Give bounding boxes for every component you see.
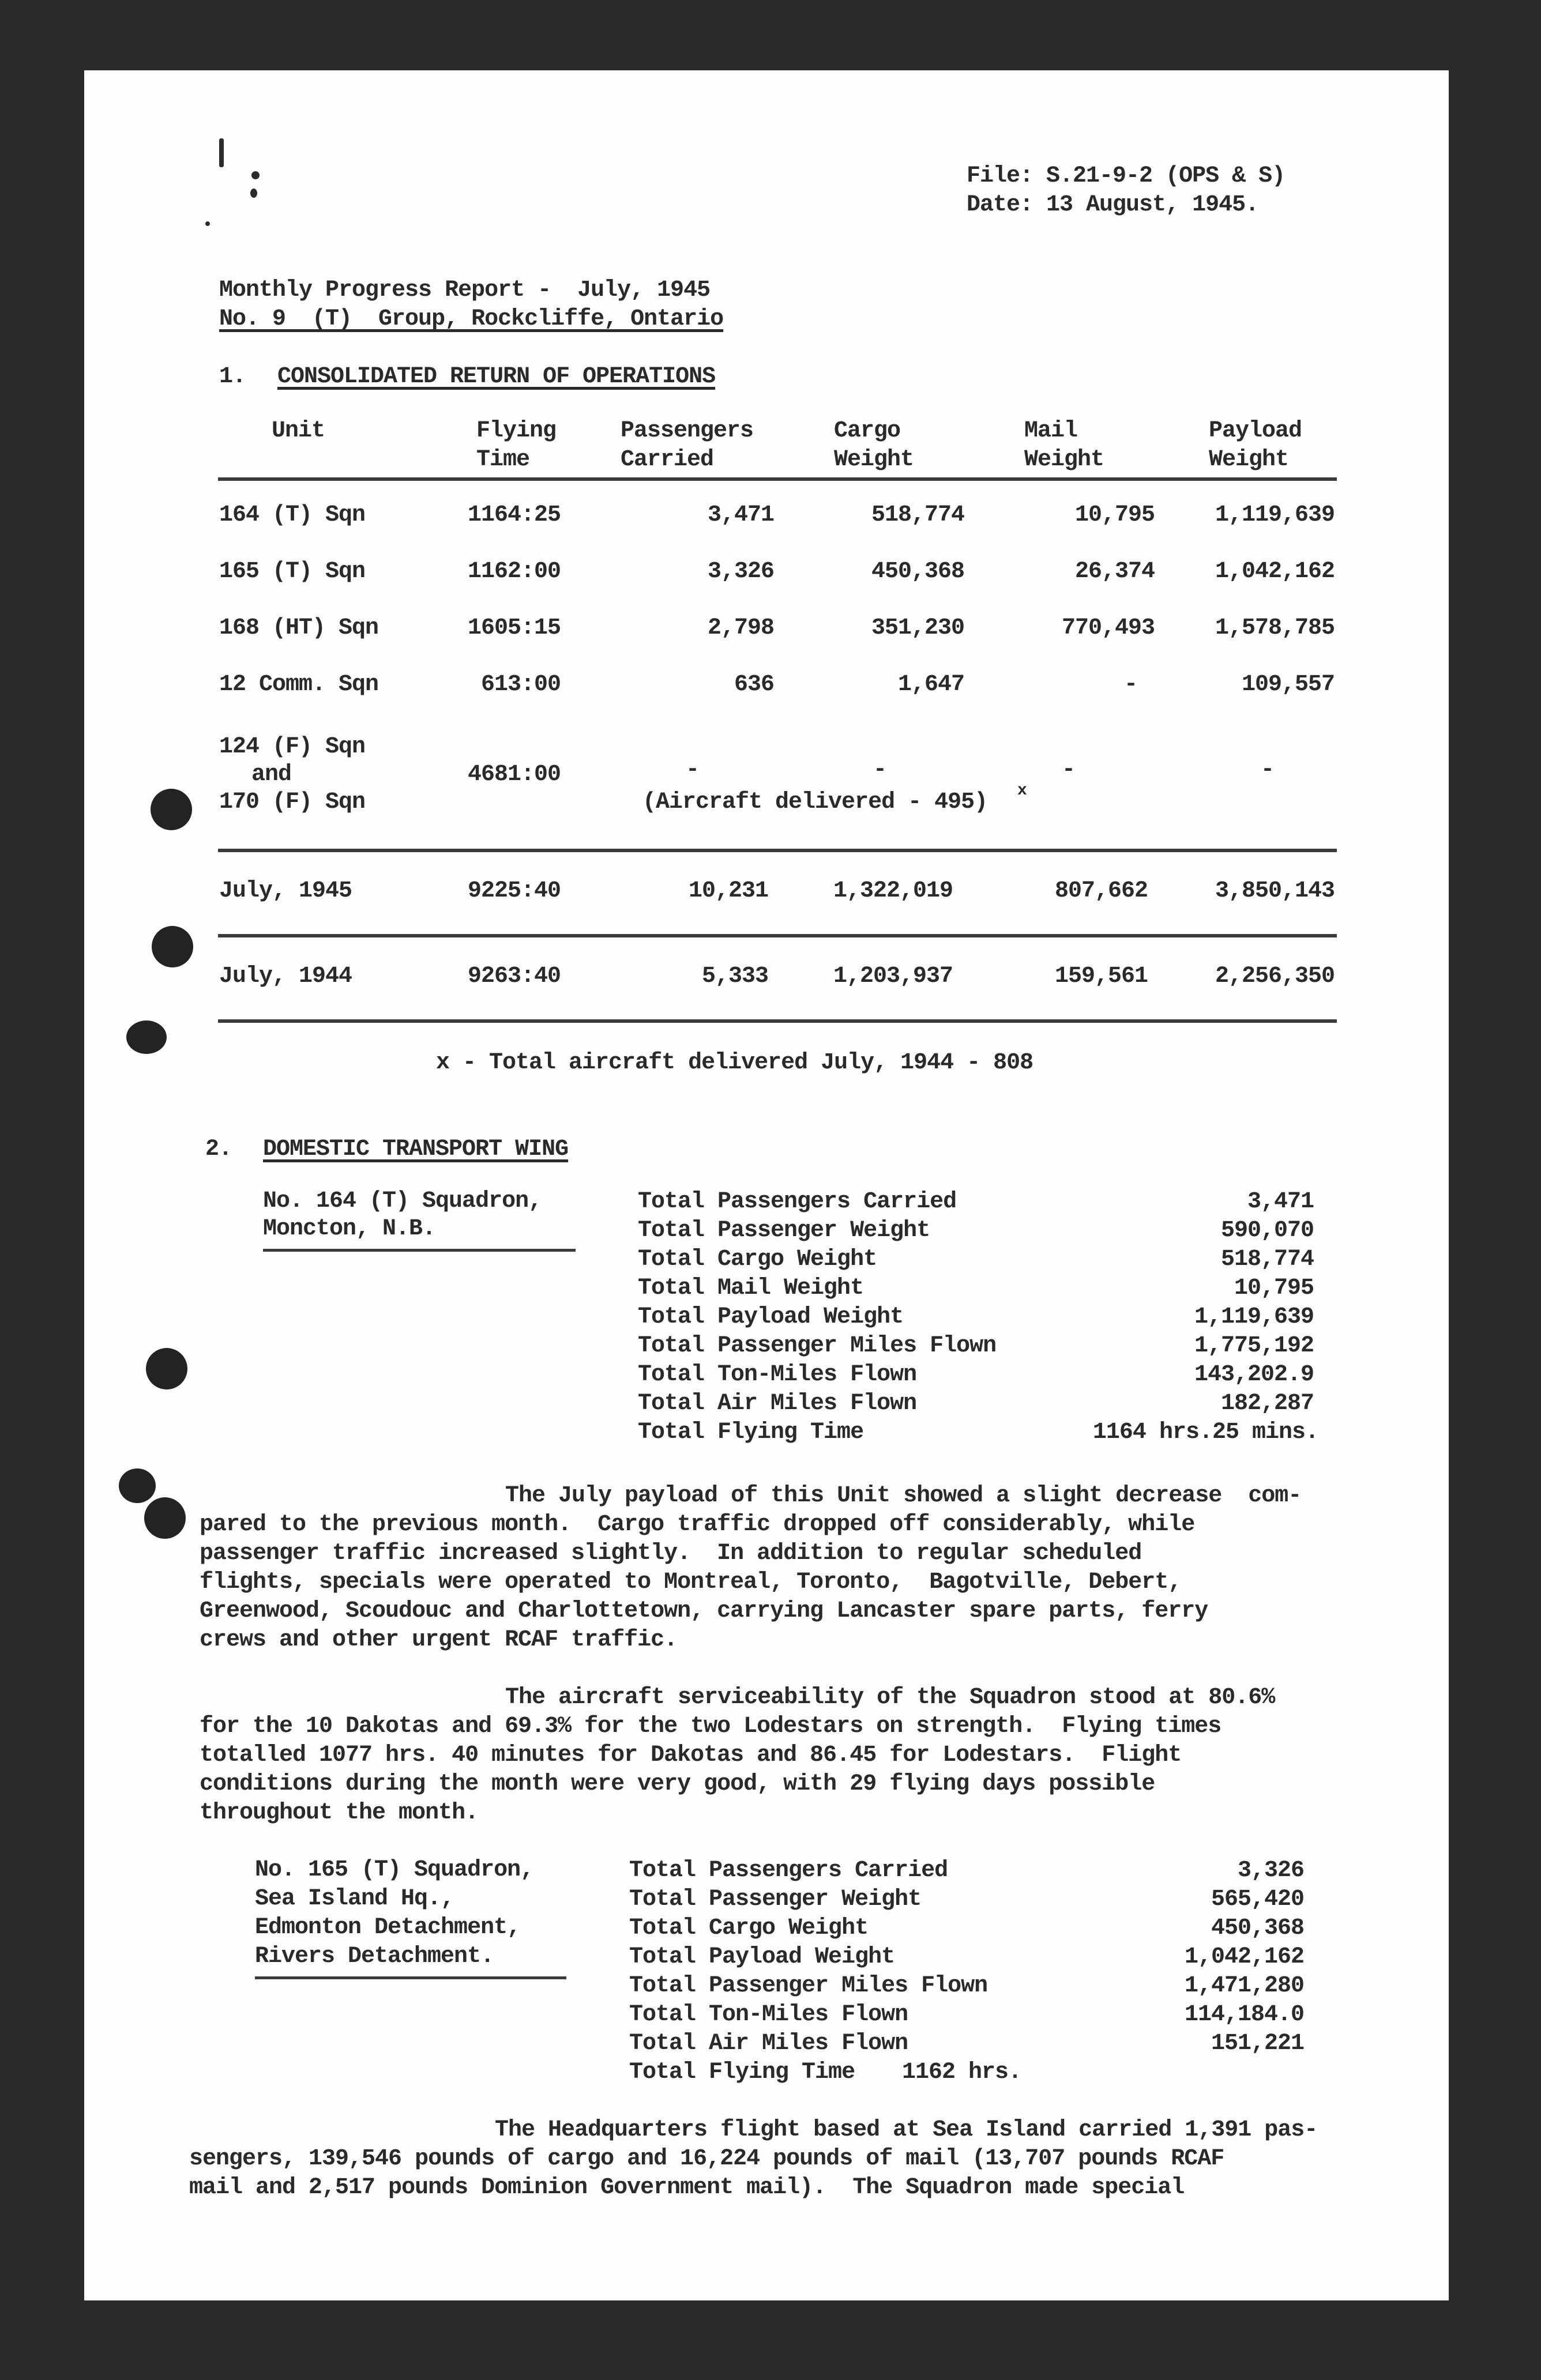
stat-value: 1,042,162 [1184,1944,1304,1970]
table-row [84,671,1449,699]
column-header-payload: Payload [1209,418,1302,444]
stat-label: Total Cargo Weight [638,1247,877,1272]
column-header-mail-2: Weight [1024,447,1104,473]
cell-payload: 1,119,639 [1215,502,1335,528]
stat-value: 182,287 [1220,1391,1314,1417]
squadron-location-line: Sea Island Hq., [255,1886,454,1912]
cell-payload: 1,042,162 [1215,559,1335,585]
cell-flying-time: 613:00 [480,672,561,698]
section-number: 2. [205,1136,232,1162]
cell-passengers: 3,326 [707,559,774,585]
paragraph-line: throughout the month. [200,1800,479,1826]
stat-label: Total Passenger Miles Flown [629,1973,988,1999]
cell-flying-time: 9263:40 [467,963,561,989]
stat-label: Total Cargo Weight [629,1915,869,1941]
aircraft-delivered-note: (Aircraft delivered - 495) [642,789,988,815]
scan-mark [205,221,210,226]
paragraph-line: for the 10 Dakotas and 69.3% for the two Lodestars on strength. Flying times [200,1714,1221,1739]
stat-label: Total Passengers Carried [638,1189,957,1215]
column-header-flying-time-2: Time [476,447,530,473]
squadron-164-paragraph-2 [200,1684,1365,1828]
stat-row [638,1217,1314,1245]
cell-cargo: 351,230 [871,615,964,641]
cell-flying-time: 1164:25 [467,502,561,528]
cell-unit: 124 (F) Sqn [219,734,366,760]
cell-cargo: 1,203,937 [833,963,953,989]
stat-row [629,1914,1304,1943]
cell-payload: - [1261,757,1275,783]
report-title: Monthly Progress Report - July, 1945 [219,277,711,303]
scan-mark [219,138,224,167]
cell-unit-and: and [251,762,292,788]
stat-label: Total Passenger Miles Flown [638,1333,997,1359]
cell-mail: 770,493 [1061,615,1155,641]
paragraph-line: Greenwood, Scoudouc and Charlottetown, carrying Lancaster spare parts, ferry [200,1598,1208,1624]
cell-payload: 3,850,143 [1215,878,1335,904]
cell-flying-time: 1162:00 [467,559,561,585]
stat-value: 3,326 [1237,1858,1304,1884]
scan-mark [251,171,260,179]
stat-row [629,1856,1304,1885]
stat-row [638,1188,1314,1217]
table-row [84,558,1449,586]
stat-row [629,2058,1021,2087]
cell-cargo: 450,368 [871,559,964,585]
stat-row [638,1389,1314,1418]
column-header-passengers: Passengers [621,418,754,444]
stat-value: 114,184.0 [1184,2002,1304,2028]
report-subtitle: No. 9 (T) Group, Rockcliffe, Ontario [219,306,724,332]
stat-value: 151,221 [1211,2031,1304,2057]
cell-passengers: 636 [734,672,774,698]
section-heading: DOMESTIC TRANSPORT WING [263,1136,569,1162]
column-header-cargo: Cargo [834,418,901,444]
cell-flying-time: 9225:40 [467,878,561,904]
totals-rule-bottom [218,1019,1337,1023]
paragraph-line: conditions during the month were very good, with 29 flying days possible [200,1771,1155,1797]
column-header-payload-2: Weight [1209,447,1289,473]
stat-value: 1,775,192 [1194,1333,1314,1359]
cell-cargo: 1,322,019 [833,878,953,904]
hole-punch-icon [146,1348,187,1389]
paragraph-line: mail and 2,517 pounds Dominion Government mail). The Squadron made special [189,2175,1185,2201]
cell-cargo: 518,774 [871,502,964,528]
footnote-marker: x [1017,782,1027,800]
cell-mail: 10,795 [1074,502,1155,528]
table-header-rule [218,477,1337,481]
stat-value: 1,119,639 [1194,1304,1314,1330]
stat-label: Total Air Miles Flown [638,1391,917,1417]
stat-value: 565,420 [1211,1886,1304,1912]
cell-unit-2: 170 (F) Sqn [219,789,366,815]
stat-row [638,1245,1314,1274]
paragraph-line: crews and other urgent RCAF traffic. [200,1627,678,1653]
squadron-name-rule [263,1249,576,1252]
paragraph-line: pared to the previous month. Cargo traffic dropped off considerably, while [200,1512,1195,1538]
document-date: Date: 13 August, 1945. [967,192,1259,218]
squadron-name-line: No. 164 (T) Squadron, [263,1188,542,1214]
column-header-unit: Unit [272,418,325,444]
stat-row [629,1943,1304,1972]
squadron-165-paragraph-1 [189,2116,1366,2202]
cell-payload: 1,578,785 [1215,615,1335,641]
column-header-flying-time: Flying [476,418,557,444]
paragraph-line: The July payload of this Unit showed a slight decrease com- [505,1483,1302,1509]
squadron-name-rule [255,1976,566,1979]
stat-label: Total Ton-Miles Flown [629,2002,908,2028]
file-reference: File: S.21-9-2 (OPS & S) [967,163,1286,189]
stat-value: 10,795 [1234,1275,1314,1301]
stat-row [629,1885,1304,1914]
cell-passengers: - [686,757,700,783]
hole-punch-icon [144,1497,186,1539]
stat-label: Total Mail Weight [638,1275,864,1301]
cell-passengers: 3,471 [707,502,774,528]
hole-punch-icon [152,926,193,967]
stat-row [638,1274,1314,1303]
cell-passengers: 5,333 [701,963,768,989]
paragraph-line: totalled 1077 hrs. 40 minutes for Dakotas and 86.45 for Lodestars. Flight [200,1742,1182,1768]
stat-label: Total Flying Time [638,1419,864,1445]
paragraph-line: flights, specials were operated to Montreal, Toronto, Bagotville, Debert, [200,1569,1182,1595]
cell-mail: 26,374 [1074,559,1155,585]
squadron-name-line: No. 165 (T) Squadron, [255,1857,534,1883]
cell-unit: July, 1944 [219,963,352,989]
stat-value: 518,774 [1220,1247,1314,1272]
hole-punch-icon [119,1468,156,1503]
column-header-passengers-2: Carried [621,447,714,473]
stat-value: 450,368 [1211,1915,1304,1941]
column-header-cargo-2: Weight [834,447,914,473]
totals-rule-middle [218,934,1337,937]
cell-flying-time: 4681:00 [467,762,561,788]
paragraph-line: passenger traffic increased slightly. In addition to regular scheduled [200,1541,1142,1566]
stat-row [638,1418,1318,1447]
cell-payload: 109,557 [1241,672,1335,698]
cell-unit: 165 (T) Sqn [219,559,366,585]
paragraph-line: sengers, 139,546 pounds of cargo and 16,224 pounds of mail (13,707 pounds RCAF [189,2146,1224,2172]
hole-punch-icon [151,789,192,830]
paragraph-line: The aircraft serviceability of the Squadron stood at 80.6% [505,1685,1275,1711]
cell-cargo: - [873,757,887,783]
stat-value: 1,471,280 [1184,1973,1304,1999]
table-row [84,502,1449,529]
cell-mail: 807,662 [1054,878,1148,904]
cell-unit: July, 1945 [219,878,352,904]
totals-rule-top [218,849,1337,852]
cell-unit: 12 Comm. Sqn [219,672,379,698]
cell-unit: 168 (HT) Sqn [219,615,379,641]
cell-mail: - [1123,672,1137,698]
cell-unit: 164 (T) Sqn [219,502,366,528]
stat-label: Total Passengers Carried [629,1858,948,1884]
stat-label: Total Air Miles Flown [629,2031,908,2057]
totals-row [84,963,1449,991]
cell-cargo: 1,647 [897,672,964,698]
stat-label: Total Passenger Weight [638,1218,930,1244]
hole-punch-icon [126,1020,167,1054]
squadron-location-line: Moncton, N.B. [263,1216,436,1242]
stat-row [638,1361,1314,1389]
footnote: x - Total aircraft delivered July, 1944 - 808 [436,1050,1033,1076]
section-number: 1. [219,364,246,390]
section-heading: CONSOLIDATED RETURN OF OPERATIONS [277,364,716,390]
stat-label: Total Passenger Weight [629,1886,922,1912]
cell-payload: 2,256,350 [1215,963,1335,989]
stat-row [629,2001,1304,2029]
stat-row [629,1972,1304,2001]
cell-passengers: 2,798 [707,615,774,641]
squadron-location-line: Edmonton Detachment, [255,1915,521,1941]
stat-label: Total Ton-Miles Flown [638,1362,917,1388]
stat-value: 590,070 [1220,1218,1314,1244]
stat-row [629,2029,1304,2058]
cell-mail: 159,561 [1054,963,1148,989]
scan-mark [250,189,257,198]
stat-label: Total Payload Weight [629,1944,895,1970]
stat-row [638,1332,1314,1361]
cell-flying-time: 1605:15 [467,615,561,641]
totals-row [84,878,1449,905]
cell-passengers: 10,231 [688,878,768,904]
stat-value: 3,471 [1247,1189,1314,1215]
squadron-164-paragraph-1 [200,1482,1365,1655]
stat-value: 143,202.9 [1194,1362,1314,1388]
squadron-location-line: Rivers Detachment. [255,1944,494,1969]
stat-value: 1162 hrs. [901,2059,1021,2085]
stat-label: Total Payload Weight [638,1304,904,1330]
column-header-mail: Mail [1024,418,1078,444]
document-page [84,70,1449,2300]
stat-label: Total Flying Time [629,2059,855,2085]
stat-row [638,1303,1314,1332]
paragraph-line: The Headquarters flight based at Sea Island carried 1,391 pas- [495,2117,1318,2143]
stat-value: 1164 hrs.25 mins. [1092,1419,1318,1445]
cell-mail: - [1062,757,1076,783]
table-row [84,615,1449,642]
